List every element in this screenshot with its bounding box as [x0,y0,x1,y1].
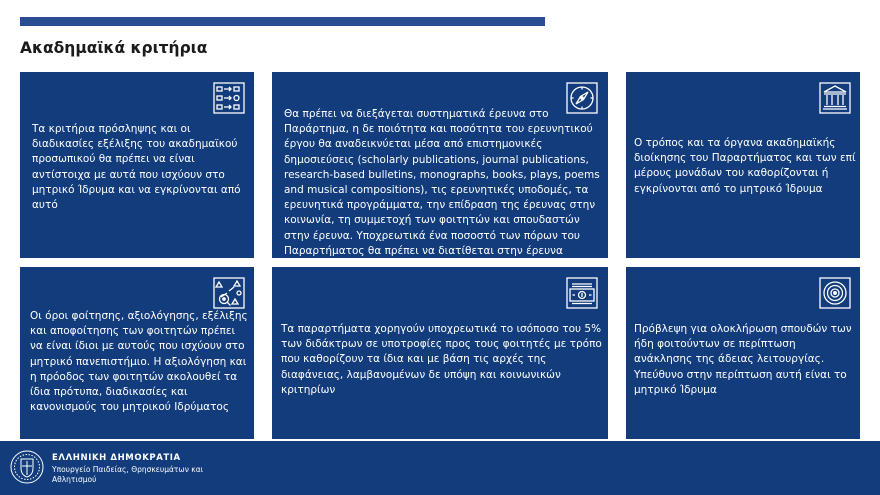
card-text: Ο τρόπος και τα όργανα ακαδημαϊκής διοίκησης του Παραρτήματος και των επί μέρους μονάδων του καθορίζονται ή εγκρίνονται από το μητρικό Ίδρυμα [634,137,856,195]
criteria-card-scholarships [272,267,608,439]
top-accent-bar [20,17,545,26]
flowchart-icon [213,82,245,114]
card-text: Οι όροι φοίτησης, αξιολόγησης, εξέλιξης και αποφοίτησης των φοιτητών πρέπει να είναι ίδιοι με αυτούς που ισχύουν στο μητρικό πανεπιστήμιο. Η αξιολόγηση και η πρόοδος των φοιτητών ακολουθεί τα ίδια πρότυπα, διαδικασίες και κανονισμούς του μητρικού Ιδρύματος [30,310,248,414]
banknote-icon [566,277,598,309]
footer-bar [0,441,880,495]
criteria-card-research [272,72,608,258]
greek-emblem-icon [10,450,44,484]
criteria-card-staff [20,72,254,258]
page-title: Ακαδημαϊκά κριτήρια [20,39,208,57]
criteria-card-students [20,267,254,439]
target-icon [819,277,851,309]
institution-icon [819,82,851,114]
card-text: Τα κριτήρια πρόσληψης και οι διαδικασίες εξέλιξης του ακαδημαϊκού προσωπικού θα πρέπει να είναι αντίστοιχα με αυτά που ισχύουν στο μητρικό Ίδρυμα και να εγκρίνονται από αυτό [32,123,241,212]
card-text: Πρόβλεψη για ολοκλήρωση σπουδών των ήδη φοιτούντων σε περίπτωση ανάκλησης της άδειας λειτουργίας. Υπεύθυνο στην περίπτωση αυτή είναι το μητρικό Ίδρυμα [634,323,852,396]
criteria-card-completion [626,267,860,439]
footer-ministry: Υπουργείο Παιδείας, Θρησκευμάτων και Αθλητισμού [52,465,204,484]
footer-republic: ΕΛΛΗΝΙΚΗ ΔΗΜΟΚΡΑΤΙΑ [52,453,181,463]
card-text: Τα παραρτήματα χορηγούν υποχρεωτικά το ισόποσο του 5% των διδάκτρων σε υποτροφίες προς τους φοιτητές με τρόπο που καθορίζουν τα ίδια και με βάση τις αρχές της διαφάνειας, λαμβανομένων δε υπόψη και κοινωνικών κριτηρίων [281,323,602,396]
strategy-board-icon [213,277,245,309]
card-text: Θα πρέπει να διεξάγεται συστηματικά έρευνα στο Παράρτημα, η δε ποιότητα και ποσότητα του ερευνητικού έργου θα αναδεικνύεται μέσα από επιστημονικές δημοσιεύσεις (scholarly publications, journal publications, research-based bulletins, monographs, books, plays, poems and musical compositions), τις ερευνητικές υποδομές, τα ερευνητικά προγράμματα, την επίδραση της έρευνας στην κοινωνία, τη συμμετοχή των φοιτητών και σπουδαστών στην έρευνα. Υποχρεωτικά ένα ποσοστό των πόρων του Παραρτήματος θα πρέπει να διατίθεται στην έρευνα [284,108,600,257]
criteria-card-administration [626,72,860,258]
